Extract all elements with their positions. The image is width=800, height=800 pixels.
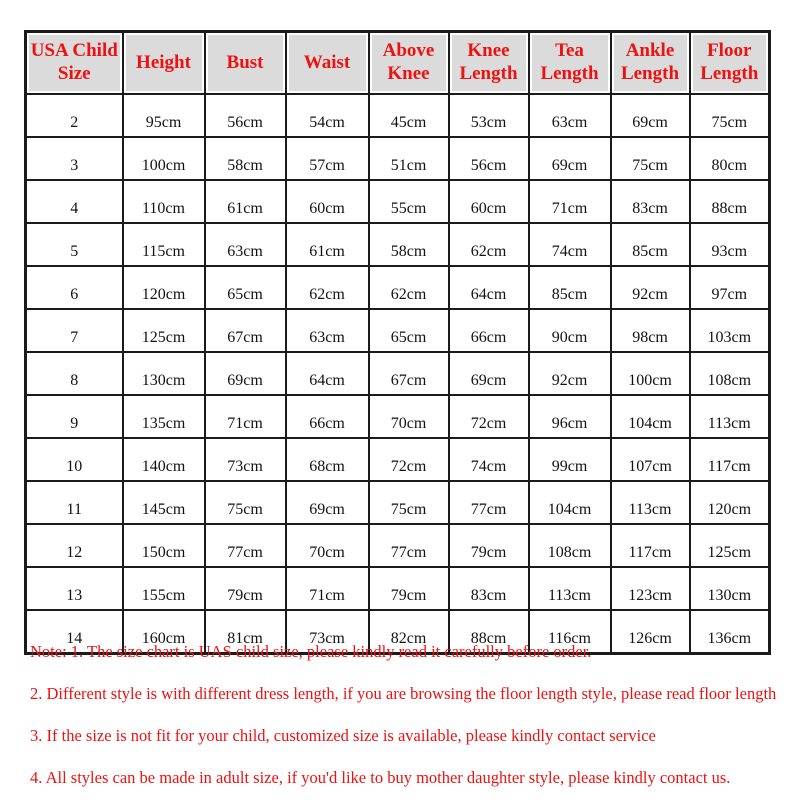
measurement-cell: 130cm <box>123 352 205 395</box>
measurement-cell: 77cm <box>449 481 529 524</box>
measurement-cell: 61cm <box>286 223 369 266</box>
header-bust <box>205 32 286 95</box>
measurement-cell: 67cm <box>369 352 449 395</box>
measurement-cell: 75cm <box>369 481 449 524</box>
measurement-cell: 83cm <box>611 180 690 223</box>
measurement-cell: 58cm <box>369 223 449 266</box>
measurement-cell: 66cm <box>449 309 529 352</box>
measurement-cell: 74cm <box>449 438 529 481</box>
measurement-cell: 54cm <box>286 94 369 137</box>
measurement-cell: 80cm <box>690 137 770 180</box>
measurement-cell: 160cm <box>123 610 205 654</box>
measurement-cell: 125cm <box>123 309 205 352</box>
measurement-cell: 72cm <box>449 395 529 438</box>
measurement-cell: 136cm <box>690 610 770 654</box>
measurement-cell: 64cm <box>286 352 369 395</box>
measurement-cell: 88cm <box>690 180 770 223</box>
size-cell: 8 <box>26 352 123 395</box>
size-cell: 12 <box>26 524 123 567</box>
notes-section <box>30 642 800 800</box>
size-cell: 9 <box>26 395 123 438</box>
measurement-cell: 71cm <box>205 395 286 438</box>
measurement-cell: 69cm <box>286 481 369 524</box>
measurement-cell: 95cm <box>123 94 205 137</box>
measurement-cell: 62cm <box>449 223 529 266</box>
measurement-cell: 63cm <box>286 309 369 352</box>
header-above-knee <box>369 32 449 95</box>
header-label: Waist <box>289 35 366 91</box>
size-cell: 14 <box>26 610 123 654</box>
table-row <box>26 223 770 266</box>
measurement-cell: 120cm <box>123 266 205 309</box>
header-label: Above Knee <box>372 35 446 91</box>
measurement-cell: 117cm <box>690 438 770 481</box>
measurement-cell: 150cm <box>123 524 205 567</box>
measurement-cell: 65cm <box>369 309 449 352</box>
measurement-cell: 53cm <box>449 94 529 137</box>
measurement-cell: 75cm <box>205 481 286 524</box>
measurement-cell: 63cm <box>529 94 611 137</box>
size-cell: 10 <box>26 438 123 481</box>
measurement-cell: 67cm <box>205 309 286 352</box>
measurement-cell: 140cm <box>123 438 205 481</box>
measurement-cell: 123cm <box>611 567 690 610</box>
measurement-cell: 115cm <box>123 223 205 266</box>
size-cell: 3 <box>26 137 123 180</box>
measurement-cell: 60cm <box>286 180 369 223</box>
header-tea-length <box>529 32 611 95</box>
header-knee-length <box>449 32 529 95</box>
measurement-cell: 77cm <box>369 524 449 567</box>
header-label: Bust <box>208 35 283 91</box>
size-cell: 2 <box>26 94 123 137</box>
measurement-cell: 88cm <box>449 610 529 654</box>
size-cell: 4 <box>26 180 123 223</box>
measurement-cell: 68cm <box>286 438 369 481</box>
measurement-cell: 83cm <box>449 567 529 610</box>
measurement-cell: 56cm <box>205 94 286 137</box>
note-line-3: 3. If the size is not fit for your child, customized size is available, please kindly contact service <box>30 726 656 745</box>
measurement-cell: 97cm <box>690 266 770 309</box>
measurement-cell: 65cm <box>205 266 286 309</box>
measurement-cell: 69cm <box>205 352 286 395</box>
measurement-cell: 130cm <box>690 567 770 610</box>
measurement-cell: 107cm <box>611 438 690 481</box>
measurement-cell: 113cm <box>611 481 690 524</box>
measurement-cell: 57cm <box>286 137 369 180</box>
size-cell: 11 <box>26 481 123 524</box>
table-row <box>26 438 770 481</box>
measurement-cell: 71cm <box>286 567 369 610</box>
measurement-cell: 69cm <box>449 352 529 395</box>
measurement-cell: 69cm <box>529 137 611 180</box>
measurement-cell: 96cm <box>529 395 611 438</box>
measurement-cell: 55cm <box>369 180 449 223</box>
measurement-cell: 66cm <box>286 395 369 438</box>
measurement-cell: 62cm <box>286 266 369 309</box>
note-line-1: Note: 1. The size chart is UAS child size, please kindly read it carefully before order. <box>30 642 592 661</box>
measurement-cell: 110cm <box>123 180 205 223</box>
table-row <box>26 266 770 309</box>
measurement-cell: 98cm <box>611 309 690 352</box>
measurement-cell: 74cm <box>529 223 611 266</box>
measurement-cell: 72cm <box>369 438 449 481</box>
measurement-cell: 85cm <box>611 223 690 266</box>
size-cell: 5 <box>26 223 123 266</box>
size-cell: 6 <box>26 266 123 309</box>
header-label: USA Child Size <box>29 35 120 91</box>
measurement-cell: 135cm <box>123 395 205 438</box>
size-cell: 13 <box>26 567 123 610</box>
table-header-row <box>26 32 770 95</box>
measurement-cell: 75cm <box>690 94 770 137</box>
table-row <box>26 395 770 438</box>
measurement-cell: 75cm <box>611 137 690 180</box>
header-label: Knee Length <box>452 35 526 91</box>
measurement-cell: 90cm <box>529 309 611 352</box>
note-line-4: 4. All styles can be made in adult size, if you'd like to buy mother daughter style, please kindly contact us. <box>30 768 731 787</box>
measurement-cell: 70cm <box>286 524 369 567</box>
measurement-cell: 73cm <box>205 438 286 481</box>
measurement-cell: 120cm <box>690 481 770 524</box>
measurement-cell: 145cm <box>123 481 205 524</box>
size-cell: 7 <box>26 309 123 352</box>
measurement-cell: 82cm <box>369 610 449 654</box>
table-row <box>26 180 770 223</box>
header-usa-child-size <box>26 32 123 95</box>
measurement-cell: 113cm <box>690 395 770 438</box>
measurement-cell: 93cm <box>690 223 770 266</box>
measurement-cell: 70cm <box>369 395 449 438</box>
measurement-cell: 81cm <box>205 610 286 654</box>
header-height <box>123 32 205 95</box>
measurement-cell: 64cm <box>449 266 529 309</box>
measurement-cell: 77cm <box>205 524 286 567</box>
size-table-body <box>26 94 770 654</box>
measurement-cell: 73cm <box>286 610 369 654</box>
header-ankle-length <box>611 32 690 95</box>
measurement-cell: 45cm <box>369 94 449 137</box>
table-row <box>26 524 770 567</box>
size-chart-table <box>24 30 771 655</box>
header-label: Ankle Length <box>614 35 687 91</box>
table-row <box>26 567 770 610</box>
measurement-cell: 104cm <box>611 395 690 438</box>
measurement-cell: 92cm <box>611 266 690 309</box>
measurement-cell: 62cm <box>369 266 449 309</box>
measurement-cell: 126cm <box>611 610 690 654</box>
measurement-cell: 61cm <box>205 180 286 223</box>
header-label: Tea Length <box>532 35 608 91</box>
note-line-2: 2. Different style is with different dress length, if you are browsing the floor length style, please read floor length <box>30 684 777 703</box>
table-row <box>26 94 770 137</box>
table-row <box>26 481 770 524</box>
table-row <box>26 309 770 352</box>
measurement-cell: 79cm <box>449 524 529 567</box>
measurement-cell: 113cm <box>529 567 611 610</box>
measurement-cell: 71cm <box>529 180 611 223</box>
header-floor-length <box>690 32 770 95</box>
measurement-cell: 117cm <box>611 524 690 567</box>
measurement-cell: 85cm <box>529 266 611 309</box>
measurement-cell: 104cm <box>529 481 611 524</box>
measurement-cell: 58cm <box>205 137 286 180</box>
measurement-cell: 69cm <box>611 94 690 137</box>
header-waist <box>286 32 369 95</box>
measurement-cell: 103cm <box>690 309 770 352</box>
measurement-cell: 108cm <box>690 352 770 395</box>
measurement-cell: 56cm <box>449 137 529 180</box>
header-label: Height <box>126 35 202 91</box>
measurement-cell: 79cm <box>369 567 449 610</box>
measurement-cell: 100cm <box>611 352 690 395</box>
measurement-cell: 51cm <box>369 137 449 180</box>
measurement-cell: 99cm <box>529 438 611 481</box>
measurement-cell: 155cm <box>123 567 205 610</box>
measurement-cell: 116cm <box>529 610 611 654</box>
measurement-cell: 60cm <box>449 180 529 223</box>
header-label: Floor Length <box>693 35 767 91</box>
measurement-cell: 63cm <box>205 223 286 266</box>
measurement-cell: 79cm <box>205 567 286 610</box>
table-row <box>26 137 770 180</box>
measurement-cell: 92cm <box>529 352 611 395</box>
measurement-cell: 100cm <box>123 137 205 180</box>
measurement-cell: 125cm <box>690 524 770 567</box>
measurement-cell: 108cm <box>529 524 611 567</box>
table-row <box>26 352 770 395</box>
